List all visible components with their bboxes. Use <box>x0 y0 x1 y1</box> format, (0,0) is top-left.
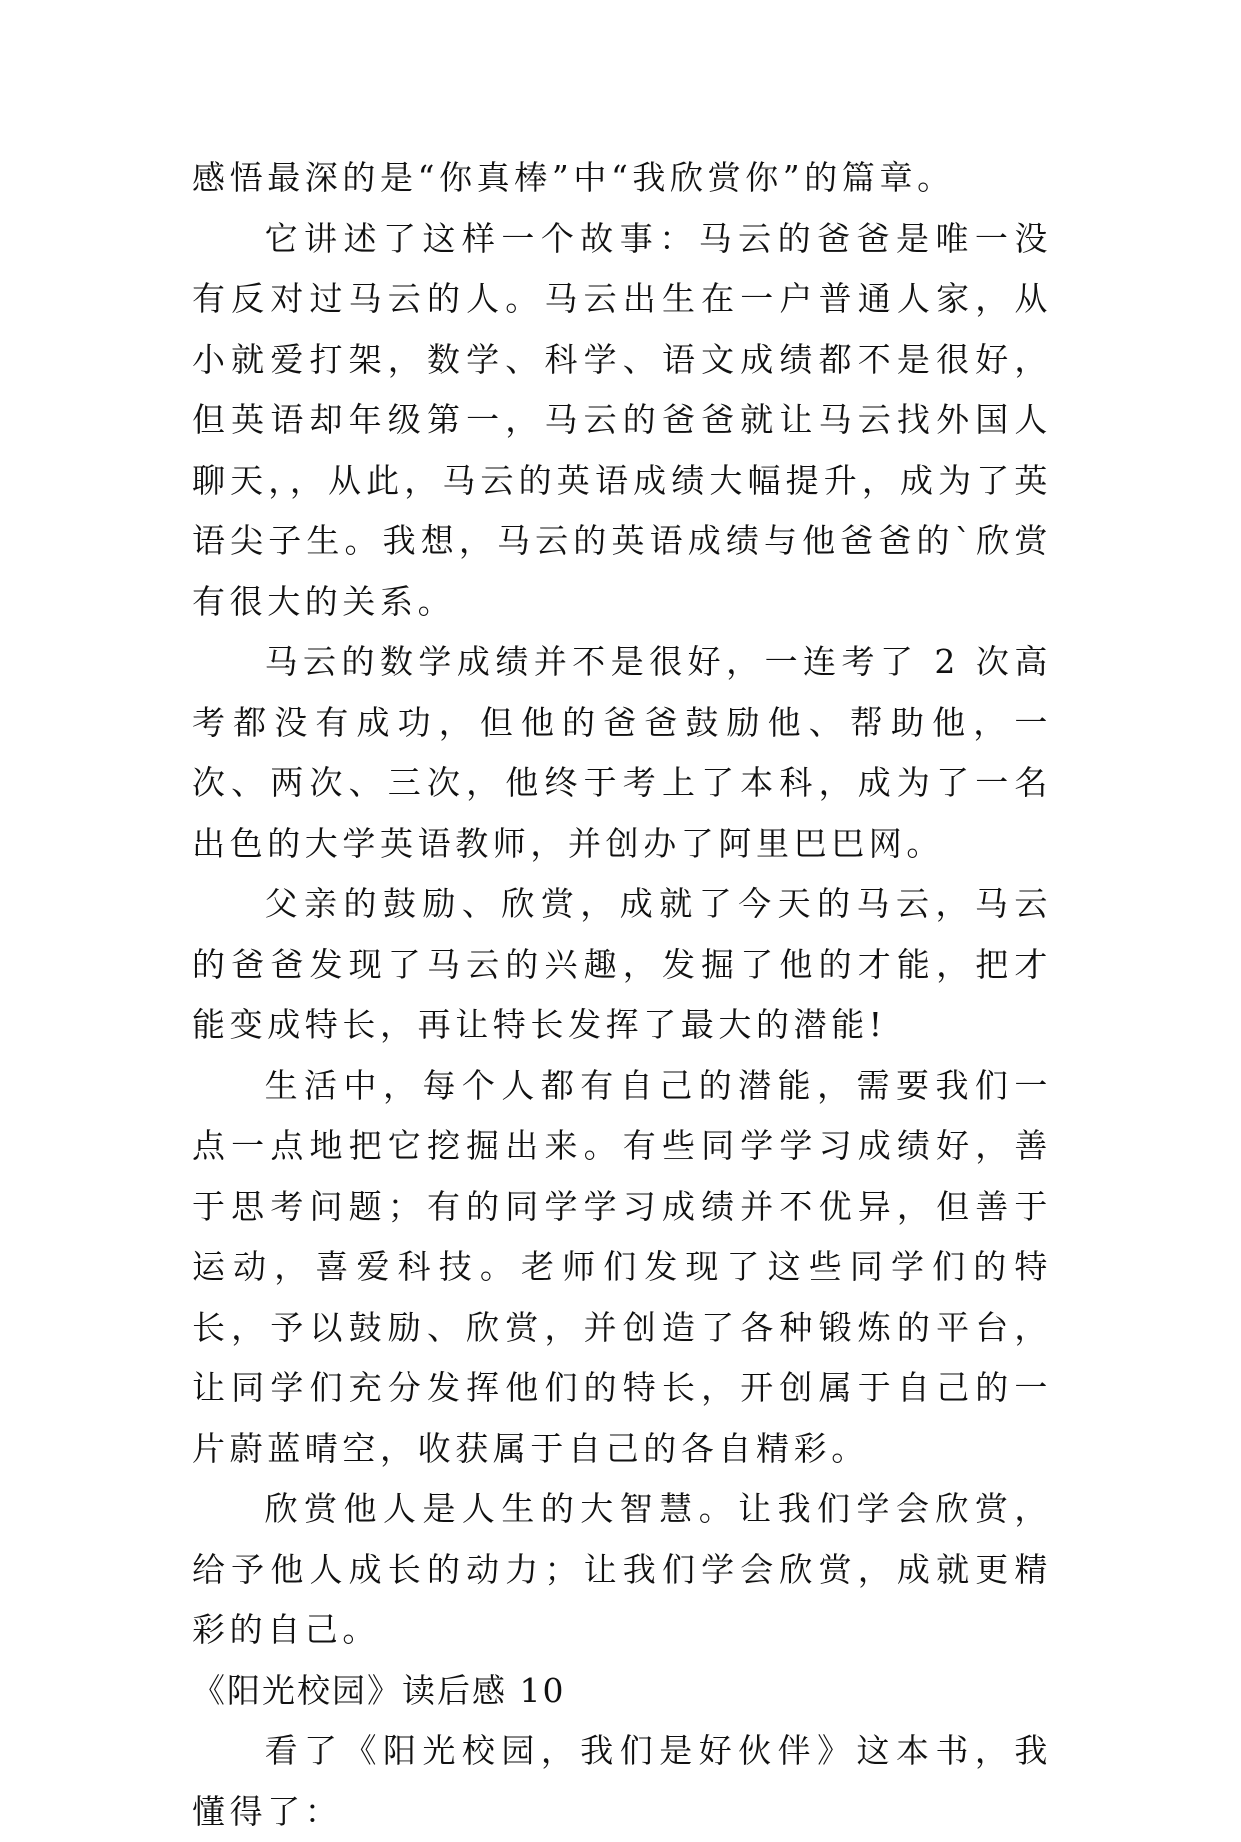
paragraph-life: 生活中，每个人都有自己的潜能，需要我们一点一点地把它挖掘出来。有些同学学习成绩好，善于思考问题；有的同学学习成绩并不优异，但善于运动，喜爱科技。老师们发现了这些同学们的特长，予以鼓励、欣赏，并创造了各种锻炼的平台，让同学们充分发挥他们的特长，开创属于自己的一片蔚蓝晴空，收获属于自己的各自精彩。 <box>192 1065 1052 1468</box>
paragraph-father: 父亲的鼓励、欣赏，成就了今天的马云，马云的爸爸发现了马云的兴趣，发掘了他的才能，把才能变成特长，再让特长发挥了最大的潜能! <box>192 884 1052 1044</box>
paragraph-story: 它讲述了这样一个故事：马云的爸爸是唯一没有反对过马云的人。马云出生在一户普通人家，从小就爱打架，数学、科学、语文成绩都不是很好，但英语却年级第一，马云的爸爸就让马云找外国人聊天，，从此，马云的英语成绩大幅提升，成为了英语尖子生。我想，马云的英语成绩与他爸爸的`欣赏有很大的关系。 <box>192 218 1052 621</box>
paragraph-appreciation: 欣赏他人是人生的大智慧。让我们学会欣赏，给予他人成长的动力；让我们学会欣赏，成就更精彩的自己。 <box>192 1489 1052 1649</box>
section-heading: 《阳光校园》读后感 10 <box>192 1670 566 1710</box>
paragraph-math: 马云的数学成绩并不是很好，一连考了 2 次高考都没有成功，但他的爸爸鼓励他、帮助他，一次、两次、三次，他终于考上了本科，成为了一名出色的大学英语教师，并创办了阿里巴巴网。 <box>192 642 1052 863</box>
paragraph-last: 看了《阳光校园，我们是好伙伴》这本书，我懂得了： <box>192 1731 1052 1831</box>
paragraph-continuation: 感悟最深的是“你真棒”中“我欣赏你”的篇章。 <box>192 158 955 197</box>
document-body <box>192 148 1052 1842</box>
